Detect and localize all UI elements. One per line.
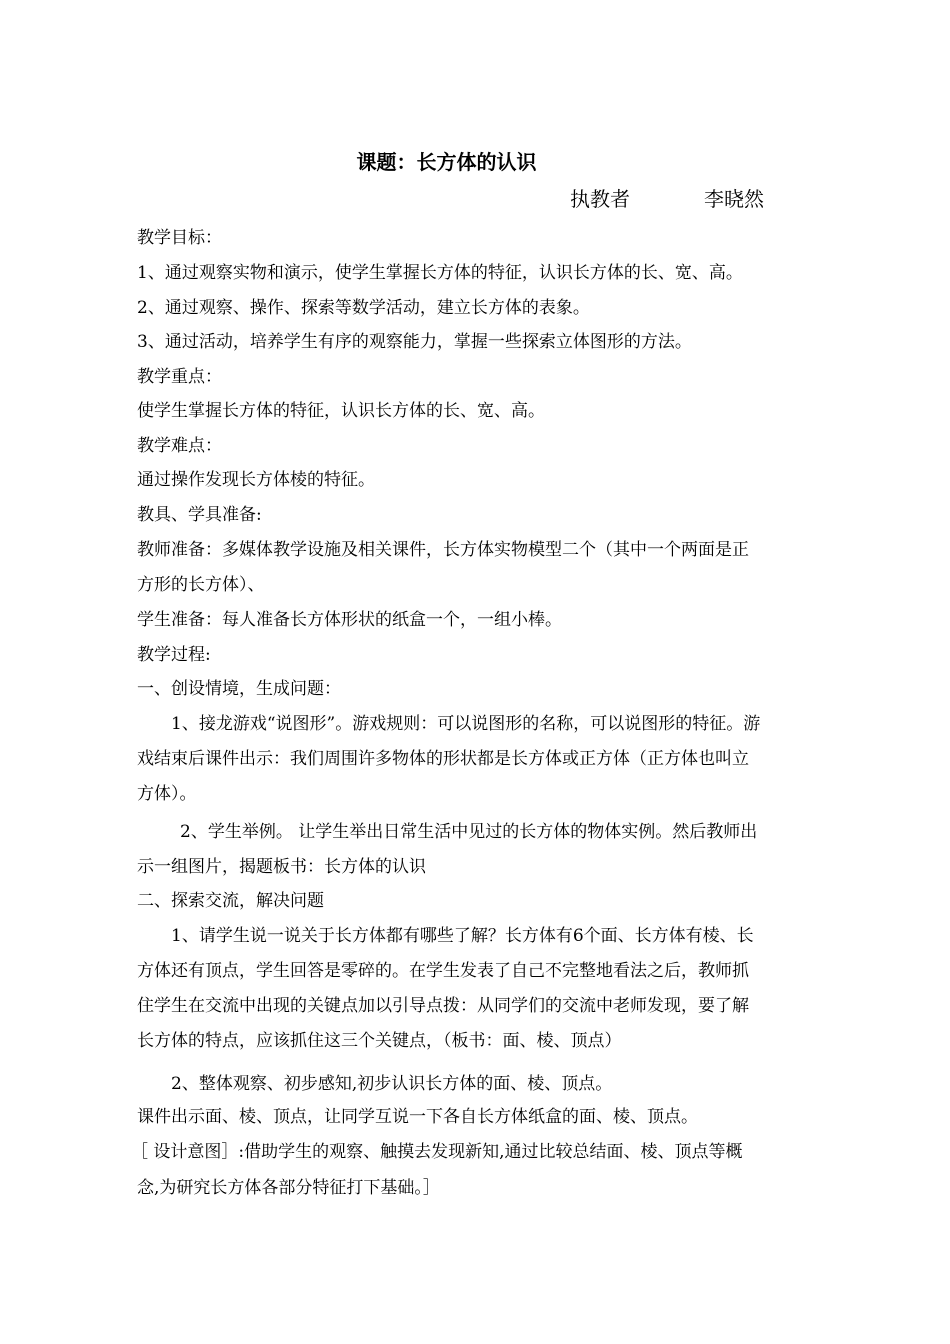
text-line: 1、接龙游戏“说图形”。游戏规则：可以说图形的名称，可以说图形的特征。游: [171, 714, 761, 734]
text-line: ［ 设计意图］:借助学生的观察、触摸去发现新知,通过比较总结面、棱、顶点等概: [131, 1142, 743, 1162]
text-line: 2、学生举例。 让学生举出日常生活中见过的长方体的物体实例。然后教师出: [180, 822, 758, 842]
text-line: 方体）。: [137, 784, 197, 804]
text-line: 2、通过观察、操作、探索等数学活动，建立长方体的表象。: [137, 298, 590, 318]
text-line: 2、整体观察、初步感知,初步认识长方体的面、棱、顶点。: [171, 1074, 613, 1094]
text-line: 1、通过观察实物和演示，使学生掌握长方体的特征，认识长方体的长、宽、高。: [137, 263, 743, 283]
text-line: 教学重点：: [137, 367, 222, 387]
author-name: 李晓然: [704, 187, 764, 211]
text-line: 教学目标：: [137, 228, 222, 248]
text-line: 教具、学具准备:: [137, 505, 262, 525]
text-line: 长方体的特点，应该抓住这三个关键点，（板书：面、棱、顶点）: [137, 1031, 622, 1051]
text-line: 教师准备：多媒体教学设施及相关课件，长方体实物模型二个（其中一个两面是正: [137, 540, 749, 560]
lesson-title: 课题：长方体的认识: [356, 150, 537, 174]
text-line: 1、请学生说一说关于长方体都有哪些了解？长方体有6个面、长方体有棱、长: [171, 926, 754, 946]
text-line: 3、通过活动，培养学生有序的观察能力，掌握一些探索立体图形的方法。: [137, 332, 692, 352]
text-line: 使学生掌握长方体的特征，认识长方体的长、宽、高。: [137, 401, 545, 421]
text-line: 课件出示面、棱、顶点，让同学互说一下各自长方体纸盒的面、棱、顶点。: [137, 1107, 698, 1127]
text-line: 方形的长方体）、: [137, 575, 265, 595]
text-line: 念,为研究长方体各部分特征打下基础。］: [137, 1178, 440, 1198]
text-line: 教学过程:: [137, 645, 211, 665]
text-line: 示一组图片，揭题板书：长方体的认识: [137, 857, 426, 877]
text-line: 一、创设情境，生成问题：: [137, 679, 341, 699]
text-line: 二、探索交流，解决问题: [137, 891, 324, 911]
text-line: 通过操作发现长方体棱的特征。: [137, 470, 375, 490]
text-line: 教学难点：: [137, 436, 222, 456]
text-line: 住学生在交流中出现的关键点加以引导点拨：从同学们的交流中老师发现，要了解: [137, 996, 749, 1016]
text-line: 戏结束后课件出示：我们周围许多物体的形状都是长方体或正方体（正方体也叫立: [137, 749, 749, 769]
text-line: 学生准备：每人准备长方体形状的纸盒一个，一组小棒。: [137, 610, 562, 630]
author-label: 执教者: [570, 187, 630, 211]
text-line: 方体还有顶点，学生回答是零碎的。在学生发表了自己不完整地看法之后，教师抓: [137, 961, 749, 981]
